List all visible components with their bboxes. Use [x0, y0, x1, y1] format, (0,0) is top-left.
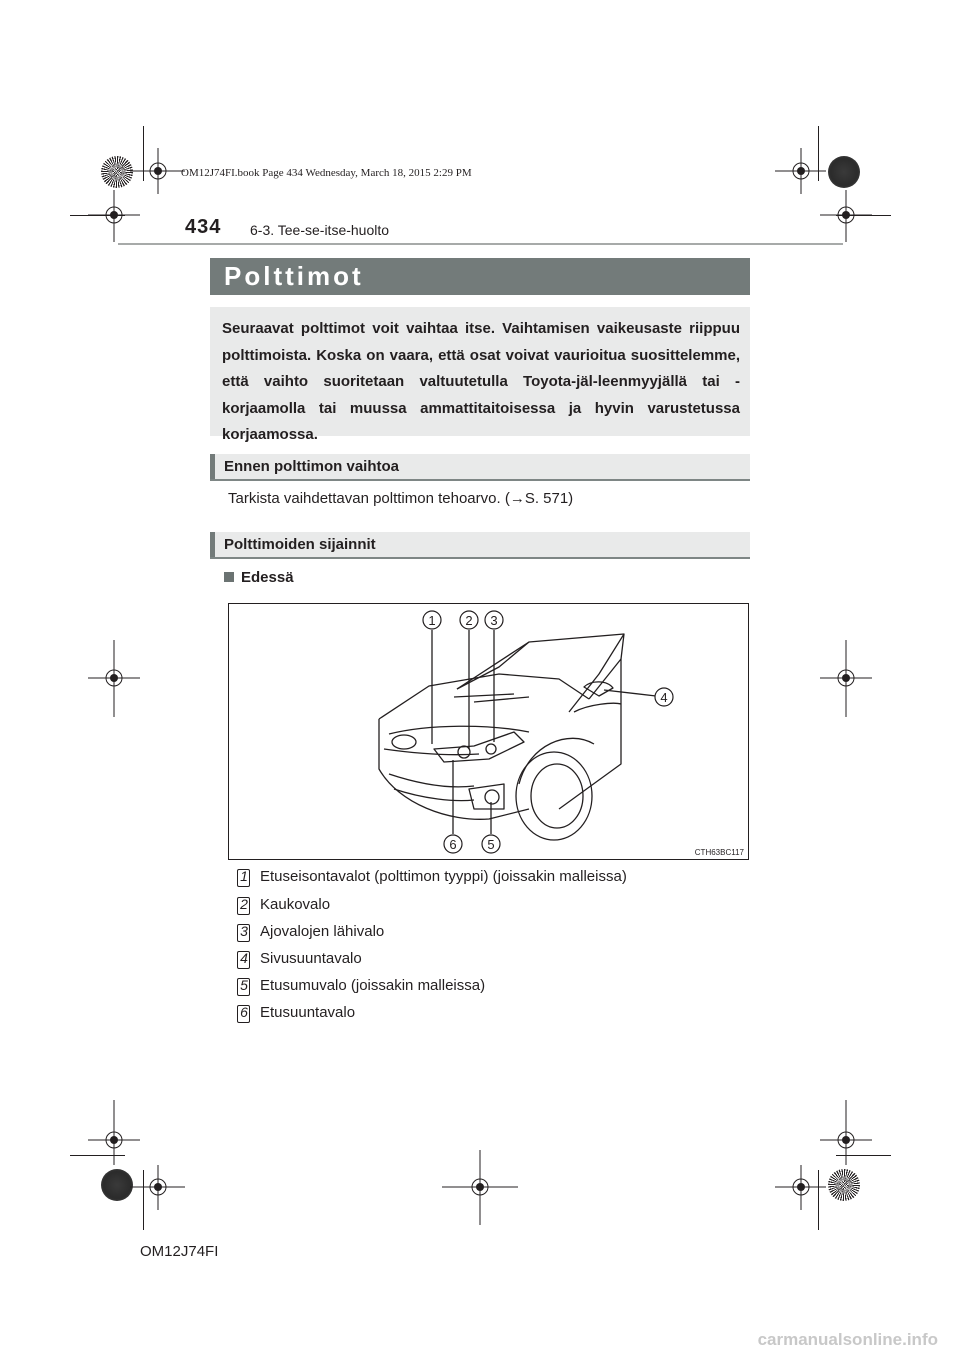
- callout-3-label: 3: [490, 613, 498, 628]
- header-divider: [118, 243, 843, 245]
- legend-number: 6: [237, 1005, 251, 1022]
- car-drawing: [229, 604, 748, 859]
- page-number: 434: [185, 216, 222, 238]
- footer-manual-code: OM12J74FI: [140, 1243, 219, 1260]
- callout-2-label: 2: [465, 613, 473, 628]
- legend-number: 2: [237, 897, 251, 914]
- section-heading-before-replacing: [210, 454, 750, 481]
- callout-4-label: 4: [660, 690, 668, 705]
- callout-1-label: 1: [428, 613, 436, 628]
- legend-number: 4: [237, 951, 251, 968]
- legend-text: Etusumuvalo (joissakin malleissa): [260, 977, 486, 994]
- legend-text: Ajovalojen lähivalo: [260, 923, 385, 940]
- legend-text: Sivusuuntavalo: [260, 950, 362, 967]
- legend-number: 1: [237, 869, 251, 886]
- legend-number: 5: [237, 978, 251, 995]
- watermark: carmanualsonline.info: [757, 1330, 938, 1349]
- subheading-front-label: Edessä: [241, 569, 294, 586]
- section-heading-label: Polttimoiden sijainnit: [224, 536, 376, 553]
- section-heading-bulb-locations: [210, 532, 750, 559]
- square-bullet-icon: [224, 572, 234, 582]
- legend-number: 3: [237, 924, 251, 941]
- page-title-bar: [210, 258, 750, 295]
- figure-code: CTH63BC117: [694, 848, 744, 857]
- legend-text: Etusuuntavalo: [260, 1004, 356, 1021]
- callout-5-label: 5: [487, 837, 495, 852]
- intro-box: [210, 307, 750, 443]
- section-breadcrumb: 6-3. Tee-se-itse-huolto: [250, 222, 390, 238]
- legend-text: Etuseisontavalot (polttimon tyyppi) (joissakin malleissa): [260, 868, 627, 885]
- car-front-illustration: [228, 603, 749, 860]
- legend-text: Kaukovalo: [260, 896, 331, 913]
- intro-text: Seuraavat polttimot voit vaihtaa itse. Vaihtamisen vaikeusaste riippuu polttimoista. Koska on vaara, että osat voivat vaurioitua suosittelemme, että vaihto suoritetaan valtuutetulla Toyota-jäl-leenmyyjällä tai -korjaamolla tai muussa ammattitaitoisessa ja hyvin varustetussa korjaamossa.: [222, 320, 740, 443]
- callout-6-label: 6: [449, 837, 457, 852]
- print-info-line: OM12J74FI.book Page 434 Wednesday, March 18, 2015 2:29 PM: [181, 167, 472, 179]
- subheading-front: [224, 569, 294, 586]
- section-heading-label: Ennen polttimon vaihtoa: [224, 458, 399, 475]
- page-title: Polttimot: [224, 261, 364, 291]
- wattage-instruction: Tarkista vaihdettavan polttimon tehoarvo. (→S. 571): [228, 490, 574, 507]
